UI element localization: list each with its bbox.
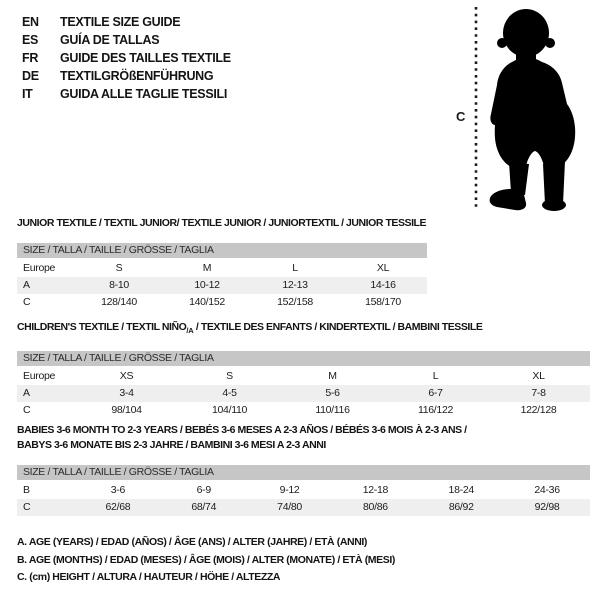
lang-label: GUIDA ALLE TAGLIE TESSILI bbox=[60, 87, 228, 101]
row-label: C bbox=[23, 404, 31, 417]
cell: 158/170 bbox=[365, 296, 401, 308]
cell: 74/80 bbox=[277, 501, 302, 513]
cell: 140/152 bbox=[189, 296, 225, 308]
table-row bbox=[17, 367, 590, 385]
children-title bbox=[17, 320, 590, 338]
junior-title: JUNIOR TEXTILE / TEXTIL JUNIOR/ TEXTILE JUNIOR / JUNIORTEXTIL / JUNIOR TESSILE bbox=[17, 217, 427, 229]
row-label: A bbox=[23, 387, 30, 400]
lang-row-de bbox=[22, 67, 231, 85]
table-row bbox=[17, 499, 590, 516]
cell: 98/104 bbox=[111, 404, 142, 417]
nino-subscript: /A bbox=[186, 326, 194, 336]
cell: 116/122 bbox=[417, 404, 454, 417]
babies-size-table bbox=[17, 465, 590, 516]
cell: 128/140 bbox=[101, 296, 137, 308]
size-figure bbox=[440, 2, 600, 214]
cell: 12-13 bbox=[282, 279, 308, 291]
cell: 12-18 bbox=[362, 484, 389, 496]
lang-row-es bbox=[22, 31, 231, 49]
lang-code: FR bbox=[22, 51, 39, 65]
junior-section bbox=[17, 216, 427, 311]
table-row bbox=[17, 277, 427, 294]
row-label: C bbox=[23, 296, 31, 308]
lang-code: EN bbox=[22, 15, 39, 29]
cell: XL bbox=[376, 262, 390, 274]
legend-notes bbox=[17, 534, 395, 587]
cell: 5-6 bbox=[325, 387, 340, 400]
note-line-b: B. AGE (MONTHS) / EDAD (MESES) / ÂGE (MOIS) / ALTER (MONATE) / ETÀ (MESI) bbox=[17, 553, 395, 566]
cell: M bbox=[202, 262, 212, 274]
lang-code: IT bbox=[22, 87, 33, 101]
babies-title-line1: BABIES 3-6 MONTH TO 2-3 YEARS / BEBÉS 3-6 MESES A 2-3 AÑOS / BÉBÉS 3-6 MOIS À 2-3 ANS / bbox=[17, 424, 467, 436]
table-row bbox=[17, 294, 427, 311]
size-header-bar: SIZE / TALLA / TAILLE / GRÖSSE / TAGLIA bbox=[17, 243, 427, 259]
junior-size-table bbox=[17, 243, 427, 311]
babies-title bbox=[17, 423, 590, 453]
cell: 104/110 bbox=[211, 404, 248, 417]
cell: 3-6 bbox=[110, 484, 126, 496]
children-title-post: / TEXTILE DES ENFANTS / KINDERTEXTIL / BAMBINI TESSILE bbox=[193, 321, 483, 333]
lang-label: GUÍA DE TALLAS bbox=[60, 33, 160, 47]
table-row bbox=[17, 481, 590, 499]
cell: 68/74 bbox=[191, 501, 217, 513]
note-line-c: C. (cm) HEIGHT / ALTURA / HAUTEUR / HÖHE / ALTEZZA bbox=[17, 571, 281, 583]
cell: 92/98 bbox=[534, 501, 560, 513]
size-header-bar: SIZE / TALLA / TAILLE / GRÖSSE / TAGLIA bbox=[17, 465, 590, 481]
size-header-row bbox=[17, 243, 427, 259]
cell: L bbox=[432, 370, 439, 383]
table-row bbox=[17, 402, 590, 419]
cell: 10-12 bbox=[194, 279, 220, 291]
cell: 110/116 bbox=[315, 404, 350, 417]
cell: 6-7 bbox=[428, 387, 443, 400]
row-label: A bbox=[23, 279, 30, 291]
lang-label: TEXTILE SIZE GUIDE bbox=[60, 15, 181, 29]
lang-label: GUIDE DES TAILLES TEXTILE bbox=[60, 51, 231, 65]
cell: 122/128 bbox=[520, 404, 557, 417]
row-label: Europe bbox=[23, 370, 56, 383]
cell: 62/68 bbox=[105, 501, 131, 513]
language-header bbox=[22, 13, 231, 103]
measure-c-label: C bbox=[456, 109, 466, 124]
lang-label: TEXTILGRÖßENFÜHRUNG bbox=[60, 69, 214, 83]
cell: XS bbox=[119, 370, 134, 383]
lang-code: DE bbox=[22, 69, 39, 83]
cell: 9-12 bbox=[279, 484, 300, 496]
row-label: Europe bbox=[23, 262, 56, 274]
figure-svg bbox=[440, 2, 600, 214]
cell: 24-36 bbox=[534, 484, 560, 496]
cell: 18-24 bbox=[448, 484, 474, 496]
table-row bbox=[17, 259, 427, 277]
cell: L bbox=[292, 262, 298, 274]
size-header-row bbox=[17, 351, 590, 367]
cell: XL bbox=[532, 370, 545, 383]
cell: M bbox=[328, 370, 337, 383]
row-label: B bbox=[23, 484, 30, 496]
children-size-table bbox=[17, 351, 590, 419]
cell: S bbox=[226, 370, 233, 383]
size-header-row bbox=[17, 465, 590, 481]
babies-title-line2: BABYS 3-6 MONATE BIS 2-3 JAHRE / BAMBINI 3-6 MESI A 2-3 ANNI bbox=[17, 439, 326, 451]
note-line-a: A. AGE (YEARS) / EDAD (AÑOS) / ÂGE (ANS) / ALTER (JAHRE) / ETÀ (ANNI) bbox=[17, 536, 368, 548]
children-title-pre: CHILDREN'S TEXTILE / TEXTIL NIÑO bbox=[17, 321, 187, 333]
cell: S bbox=[115, 262, 123, 274]
cell: 14-16 bbox=[370, 279, 396, 291]
children-section bbox=[17, 320, 590, 419]
cell: 80/86 bbox=[363, 501, 388, 513]
lang-row-fr bbox=[22, 49, 231, 67]
cell: 8-10 bbox=[109, 279, 129, 291]
lang-code: ES bbox=[22, 33, 39, 47]
cell: 4-5 bbox=[222, 387, 237, 400]
cell: 86/92 bbox=[448, 501, 474, 513]
cell: 6-9 bbox=[196, 484, 211, 496]
babies-section bbox=[17, 423, 590, 516]
row-label: C bbox=[23, 501, 31, 513]
lang-row-it bbox=[22, 85, 231, 103]
cell: 3-4 bbox=[119, 387, 134, 400]
size-header-bar: SIZE / TALLA / TAILLE / GRÖSSE / TAGLIA bbox=[17, 351, 590, 367]
toddler-silhouette-icon bbox=[490, 9, 576, 211]
cell: 7-8 bbox=[531, 387, 546, 400]
table-row bbox=[17, 385, 590, 402]
cell: 152/158 bbox=[277, 296, 313, 308]
lang-row-en bbox=[22, 13, 231, 31]
